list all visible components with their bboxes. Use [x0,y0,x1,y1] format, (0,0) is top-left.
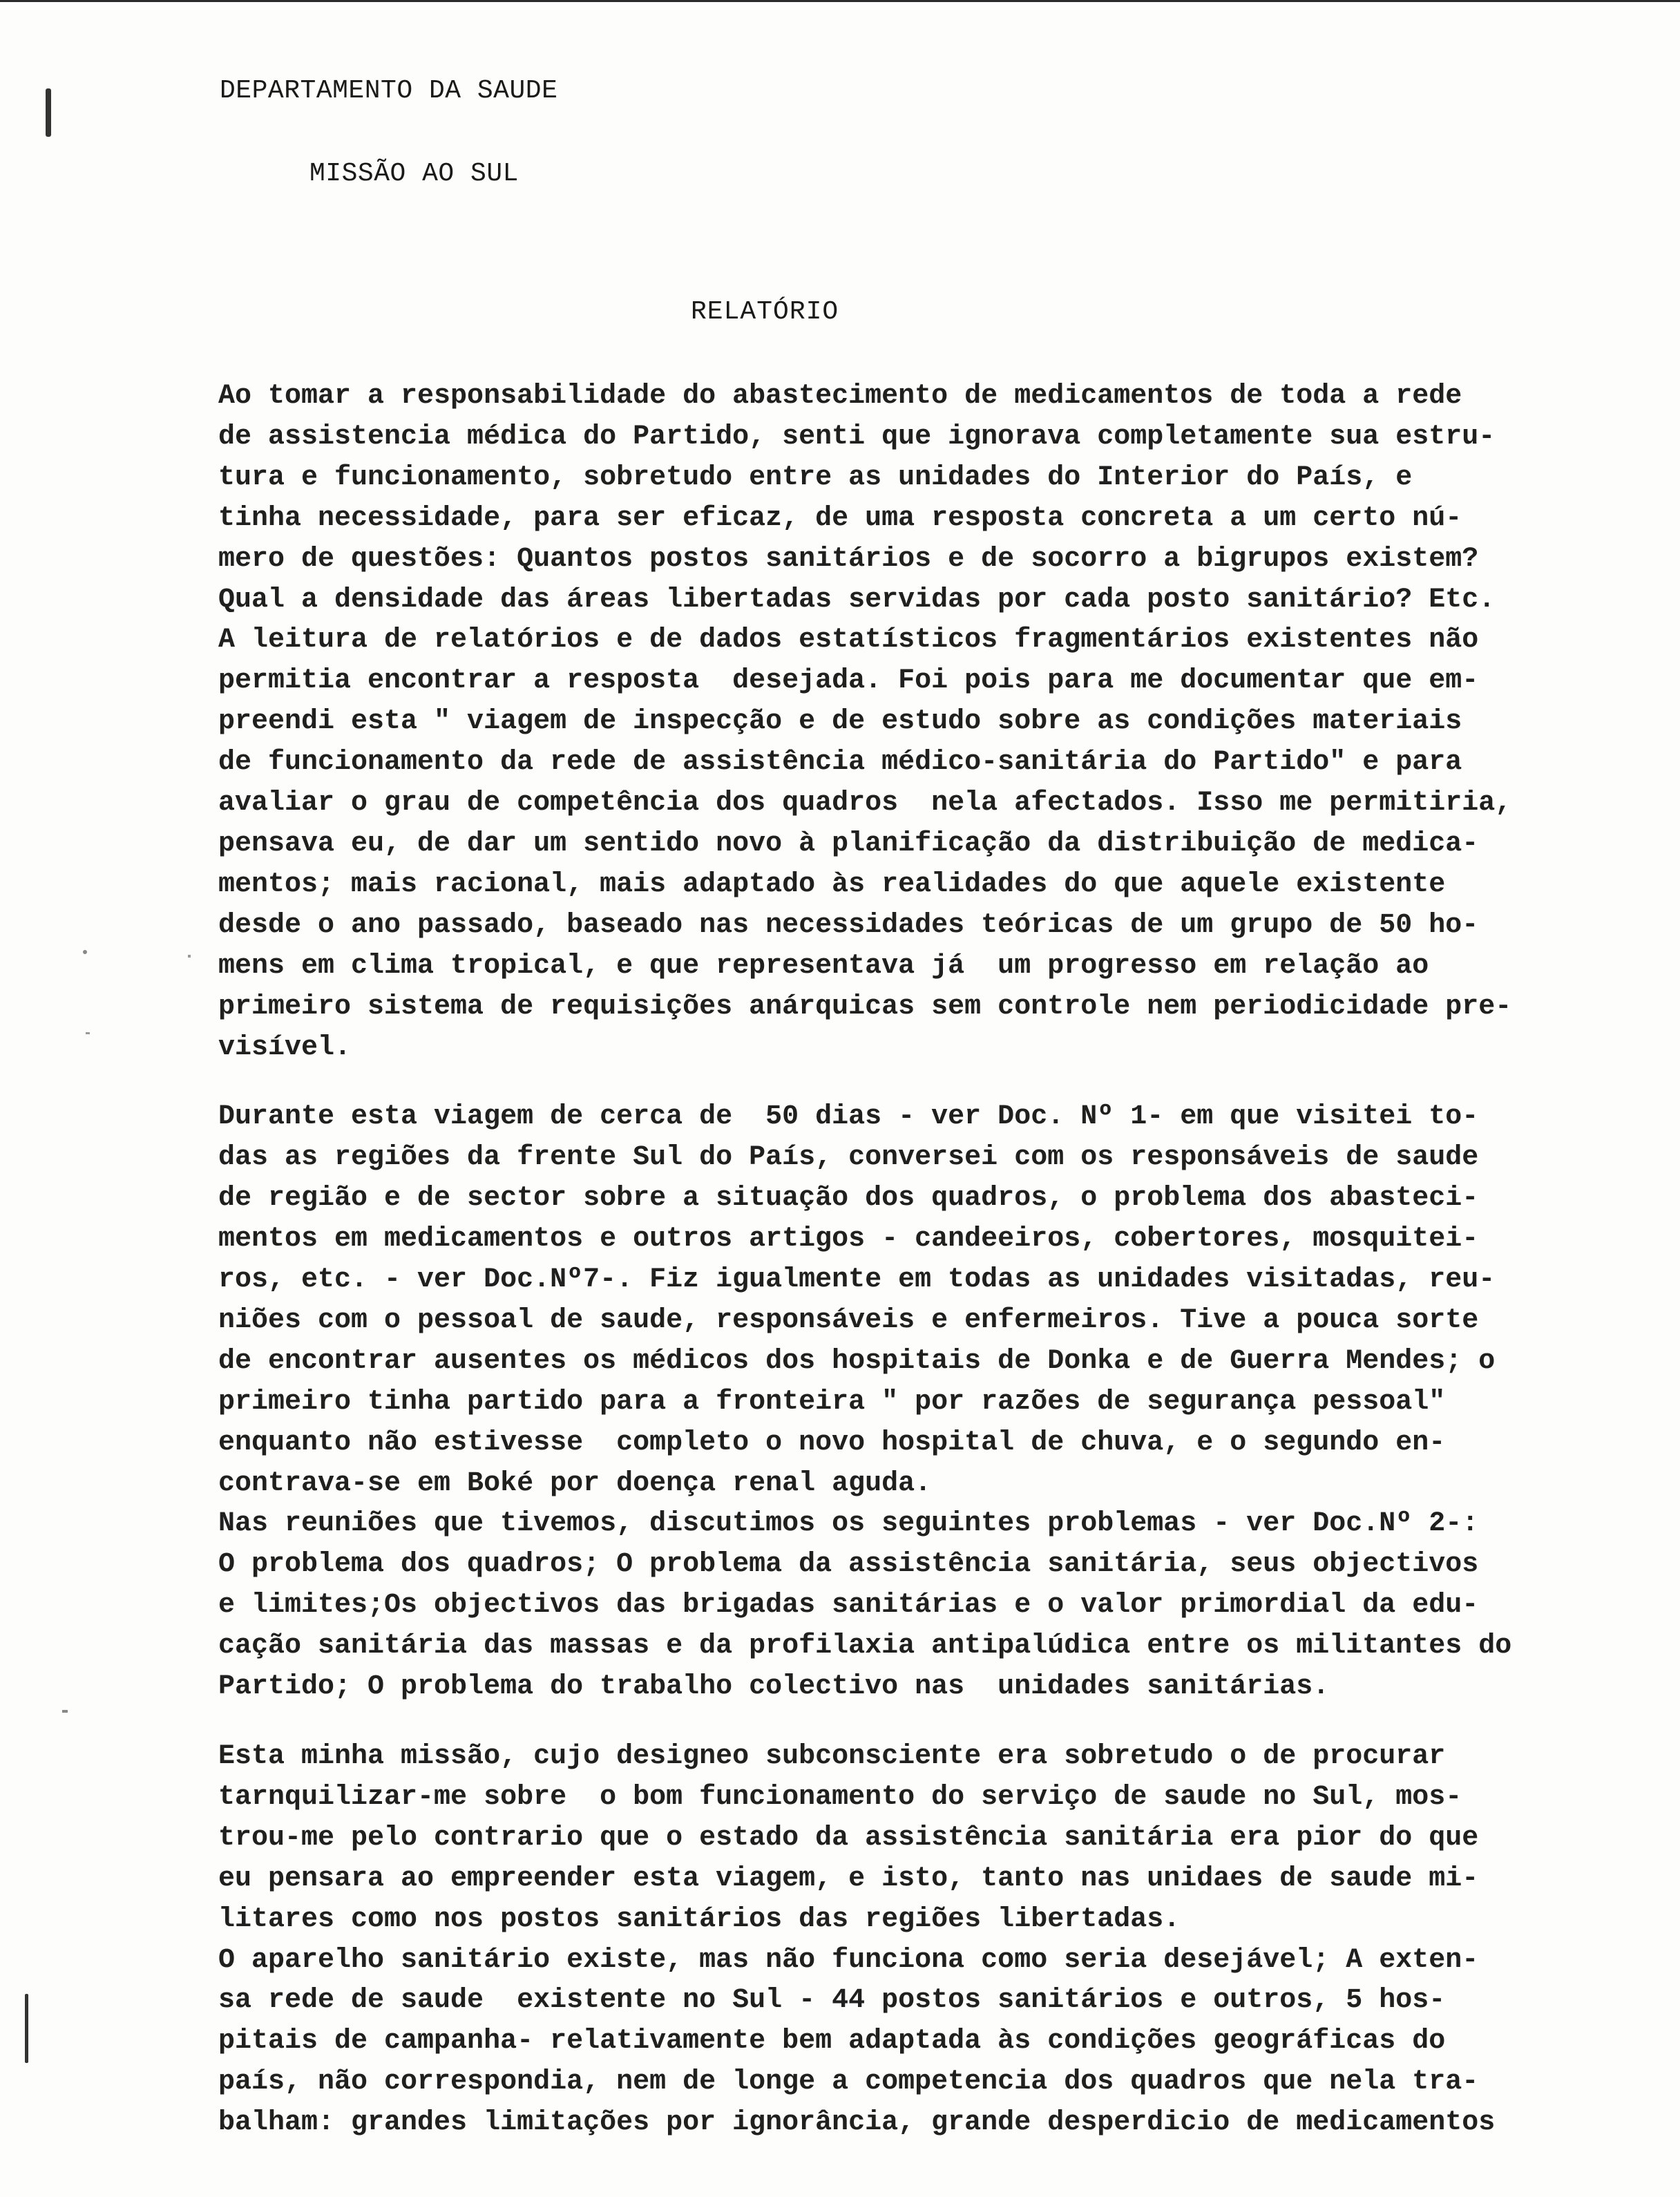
department-heading: DEPARTAMENTO DA SAUDE [220,76,558,106]
page-top-edge [0,0,1680,2]
paragraph: Esta minha missão, cujo designeo subconsciente era sobretudo o de procurar tarnquilizar-me sobre o bom funcionamento do serviço de saude no Sul, mos- trou-me pelo contrario que o estado da assistência sanitária era pior do que eu pensara ao empreender esta viagem, e isto, tanto nas unidaes de saude mi- litares como nos postos sanitários das regiões libertadas. [218,1741,1479,1935]
paragraph: Nas reuniões que tivemos, discutimos os seguintes problemas - ver Doc.Nº 2-: O problema dos quadros; O problema da assistência sanitária, seus objectivos e limites;Os objectivos das brigadas sanitárias e o valor primordial da edu- cação sanitária das massas e da profilaxia antipalúdica entre os militantes do Partido; O problema do trabalho colectivo nas unidades sanitárias. [218,1508,1512,1703]
paragraph: Durante esta viagem de cerca de 50 dias - ver Doc. Nº 1- em que visitei to- das as regiões da frente Sul do País, conversei com os responsáveis de saude de região e de sector sobre a situação dos quadros, o problema dos abasteci- mentos em medicamentos e outros artigos - candeeiros, cobertores, mosquitei- ros, etc. - ver Doc.Nº7-. Fiz igualmente em todas as unidades visitadas, reu- niões com o pessoal de saude, responsáveis e enfermeiros. Tive a pouca sorte de encontrar ausentes os médicos dos hospitais de Donka e de Guerra Mendes; o primeiro tinha partido para a fronteira " por razões de segurança pessoal" enquanto não estivesse completo o novo hospital de chuva, e o segundo en- contrava-se em Boké por doença renal aguda. [218,1101,1496,1499]
report-body [218,377,1662,2144]
margin-speck [188,955,191,958]
margin-speck [62,1710,68,1713]
paragraph: O aparelho sanitário existe, mas não funciona como seria desejável; A exten- sa rede de saude existente no Sul - 44 postos sanitários e outros, 5 hos- pitais de campanha- relativamente bem adaptada às condições geográficas do país, não correspondia, nem de longe a competencia dos quadros que nela tra- balham: grandes limitações por ignorância, grande desperdicio de medicamentos [218,1944,1496,2139]
mission-heading: MISSÃO AO SUL [309,159,519,189]
report-title: RELATÓRIO [691,297,839,327]
paragraph: Ao tomar a responsabilidade do abastecimento de medicamentos de toda a rede de assistencia médica do Partido, senti que ignorava completamente sua estru- tura e funcionamento, sobretudo entre as unidades do Interior do País, e tinha necessidade, para ser eficaz, de uma resposta concreta a um certo nú- mero de questões: Quantos postos sanitários e de socorro a bigrupos existem? Qual a densidade das áreas libertadas servidas por cada posto sanitário? Etc. A leitura de relatórios e de dados estatísticos fragmentários existentes não permitia encontrar a resposta desejada. Foi pois para me documentar que em- preendi esta " viagem de inspecção e de estudo sobre as condições materiais de funcionamento da rede de assistência médico-sanitária do Partido" e para avaliar o grau de competência dos quadros nela afectados. Isso me permitiria, pensava eu, de dar um sentido novo à planificação da distribuição de medica- mentos; mais racional, mais adaptado às realidades do que aquele existente desde o ano passado, baseado nas necessidades teóricas de um grupo de 50 ho- mens em clima tropical, e que representava já um progresso em relação ao primeiro sistema de requisições anárquicas sem controle nem periodicidade pre- visível. [218,381,1512,1063]
margin-ink-mark [25,1994,28,2063]
margin-ink-mark [46,88,51,137]
margin-speck [86,1032,90,1034]
margin-speck [83,950,87,954]
